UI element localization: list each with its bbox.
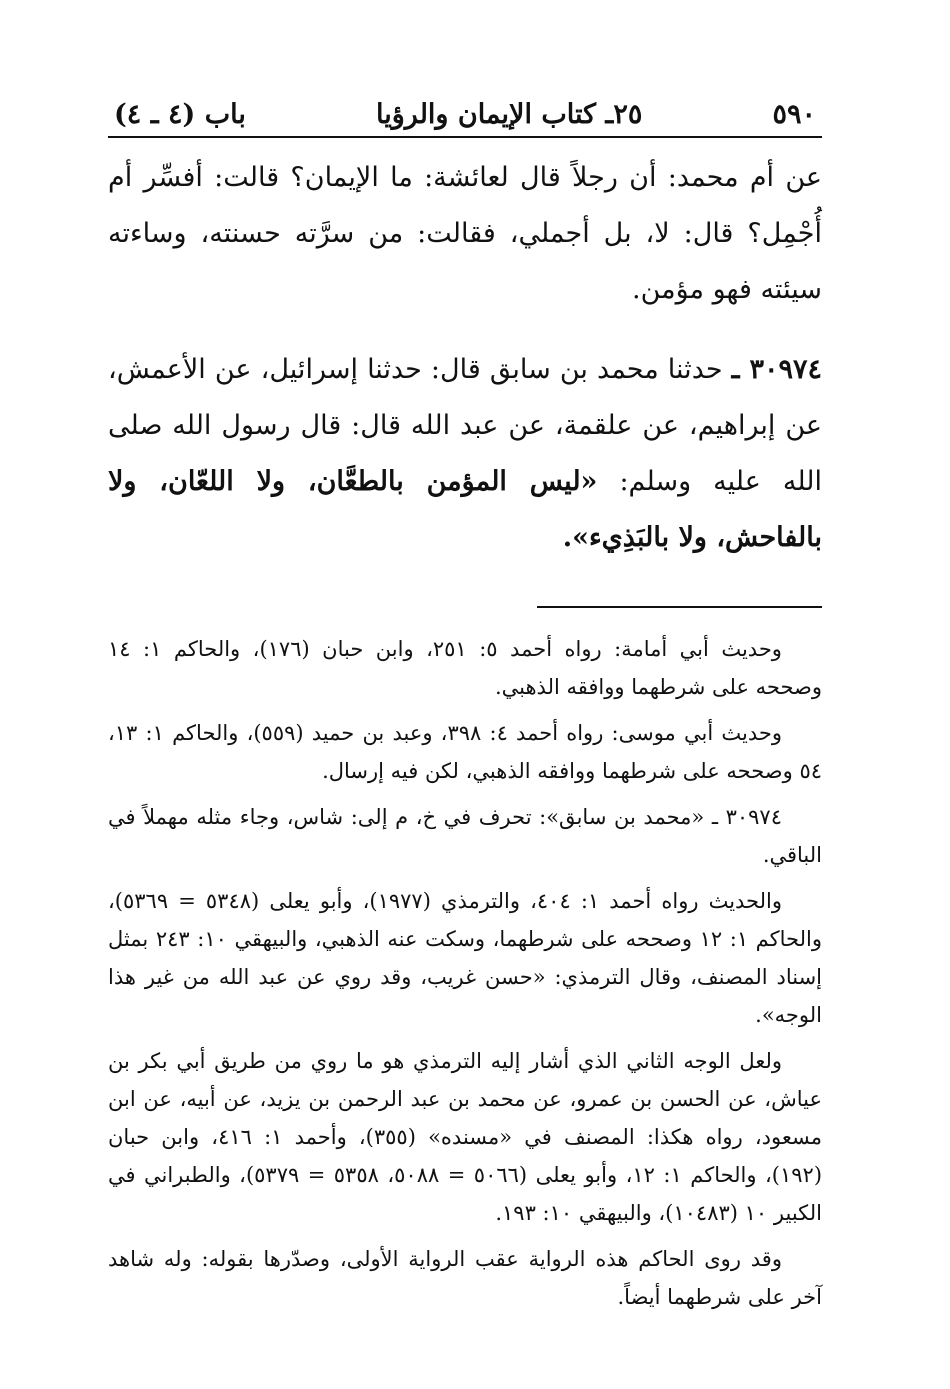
hadith-number: ٣٠٩٧٤ ـ xyxy=(731,354,823,385)
footnote: والحديث رواه أحمد ١: ٤٠٤، والترمذي (١٩٧٧)، وأبو يعلى (٥٣٤٨ = ٥٣٦٩)، والحاكم ١: ١٢ وصححه على شرطهما، وسكت عنه الذهبي، والبيهقي ١٠: ٢٤٣ بمثل إسناد المصنف، وقال الترمذي: «حسن غريب، وقد روي عن عبد الله من غير هذا الوجه». xyxy=(108,889,822,1027)
footnote: وحديث أبي موسى: رواه أحمد ٤: ٣٩٨، وعبد بن حميد (٥٥٩)، والحاكم ١: ١٣، ٥٤ وصححه على شرطهما ووافقه الذهبي، لكن فيه إرسال. xyxy=(108,721,822,783)
main-paragraph: عن أم محمد: أن رجلاً قال لعائشة: ما الإيمان؟ قالت: أفسِّر أم أُجْمِل؟ قال: لا، بل أجملي، فقالت: من سرَّته حسنته، وساءته سيئته فهو مؤمن. xyxy=(108,162,822,305)
page-header xyxy=(108,88,822,138)
hadith-chain: حدثنا محمد بن سابق قال: حدثنا إسرائيل، عن الأعمش، عن إبراهيم، عن علقمة، عن عبد الله قال: قال رسول الله صلى الله عليه وسلم: xyxy=(108,354,822,497)
footnote: وحديث أبي أمامة: رواه أحمد ٥: ٢٥١، وابن حبان (١٧٦)، والحاكم ١: ١٤ وصححه على شرطهما ووافقه الذهبي. xyxy=(108,637,822,699)
main-text xyxy=(108,150,822,566)
footnote-divider xyxy=(537,606,822,608)
hadith-paragraph xyxy=(108,342,822,566)
page-number: ٥٩٠ xyxy=(772,99,816,130)
footnote: ٣٠٩٧٤ ـ «محمد بن سابق»: تحرف في خ، م إلى: شاس، وجاء مثله مهملاً في الباقي. xyxy=(108,805,822,867)
section-label: باب (٤ ـ ٤) xyxy=(114,99,246,130)
chapter-title: ٢٥ـ كتاب الإيمان والرؤيا xyxy=(376,99,643,130)
footnote: وقد روى الحاكم هذه الرواية عقب الرواية الأولى، وصدّرها بقوله: وله شاهد آخر على شرطهما أيضاً. xyxy=(108,1247,822,1309)
hadith-quote: «ليس المؤمن بالطعَّان، ولا اللعّان، ولا بالفاحش، ولا بالبَذِيء». xyxy=(108,466,822,553)
footnotes xyxy=(108,630,822,1316)
footnote: ولعل الوجه الثاني الذي أشار إليه الترمذي هو ما روي من طريق أبي بكر بن عياش، عن الحسن بن عمرو، عن محمد بن عبد الرحمن بن يزيد، عن أبيه، عن ابن مسعود، رواه هكذا: المصنف في «مسنده» (٣٥٥)، وأحمد ١: ٤١٦، وابن حبان (١٩٢)، والحاكم ١: ١٢، وأبو يعلى (٥٠٦٦ = ٥٠٨٨، ٥٣٥٨ = ٥٣٧٩)، والطبراني في الكبير ١٠ (١٠٤٨٣)، والبيهقي ١٠: ١٩٣. xyxy=(108,1049,823,1225)
